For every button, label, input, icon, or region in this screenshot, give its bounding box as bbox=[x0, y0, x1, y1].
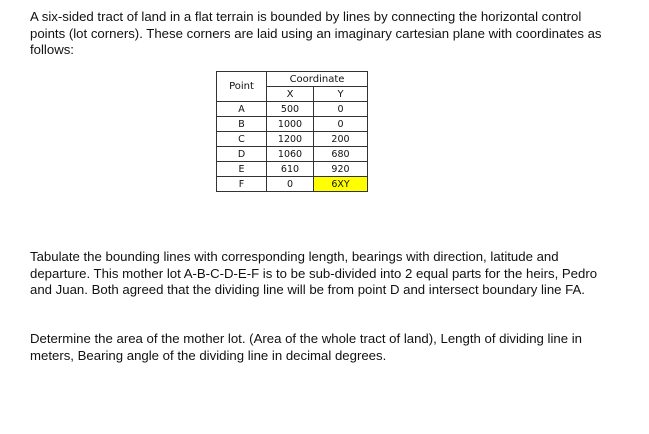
x-cell: 610 bbox=[267, 162, 314, 177]
point-column-header: Point bbox=[217, 72, 267, 102]
x-cell: 1000 bbox=[267, 117, 314, 132]
y-column-header: Y bbox=[314, 87, 368, 102]
x-column-header: X bbox=[267, 87, 314, 102]
table-row bbox=[217, 147, 368, 162]
point-cell: C bbox=[217, 132, 267, 147]
x-cell: 0 bbox=[267, 177, 314, 192]
table-row bbox=[217, 162, 368, 177]
y-cell: 0 bbox=[314, 117, 368, 132]
point-cell: D bbox=[217, 147, 267, 162]
x-cell: 1060 bbox=[267, 147, 314, 162]
x-cell: 500 bbox=[267, 102, 314, 117]
point-cell: A bbox=[217, 102, 267, 117]
y-cell: 200 bbox=[314, 132, 368, 147]
point-cell: B bbox=[217, 117, 267, 132]
intro-paragraph: A six-sided tract of land in a flat terrain is bounded by lines by connecting the horizontal control points (lot corners). These corners are laid using an imaginary cartesian plane with coordinates as follows: bbox=[30, 9, 602, 57]
task-paragraph-2: Determine the area of the mother lot. (Area of the whole tract of land), Length of dividing line in meters, Bearing angle of the dividing line in decimal degrees. bbox=[30, 331, 582, 363]
y-cell: 680 bbox=[314, 147, 368, 162]
table-row bbox=[217, 177, 368, 192]
table-row bbox=[217, 102, 368, 117]
table-row bbox=[217, 117, 368, 132]
coordinates-table bbox=[216, 71, 368, 192]
x-cell: 1200 bbox=[267, 132, 314, 147]
coordinate-column-header: Coordinate bbox=[267, 72, 368, 87]
y-cell: 920 bbox=[314, 162, 368, 177]
task-paragraph-1: Tabulate the bounding lines with corresponding length, bearings with direction, latitude and departure. This mother lot A-B-C-D-E-F is to be sub-divided into 2 equal parts for the heirs, Pedro and Juan. Both agreed that the dividing line will be from point D and intersect boundary line FA. bbox=[30, 249, 598, 297]
table-row bbox=[217, 132, 368, 147]
y-cell: 0 bbox=[314, 102, 368, 117]
highlighted-y-cell: 6XY bbox=[314, 177, 368, 192]
point-cell: E bbox=[217, 162, 267, 177]
point-cell: F bbox=[217, 177, 267, 192]
